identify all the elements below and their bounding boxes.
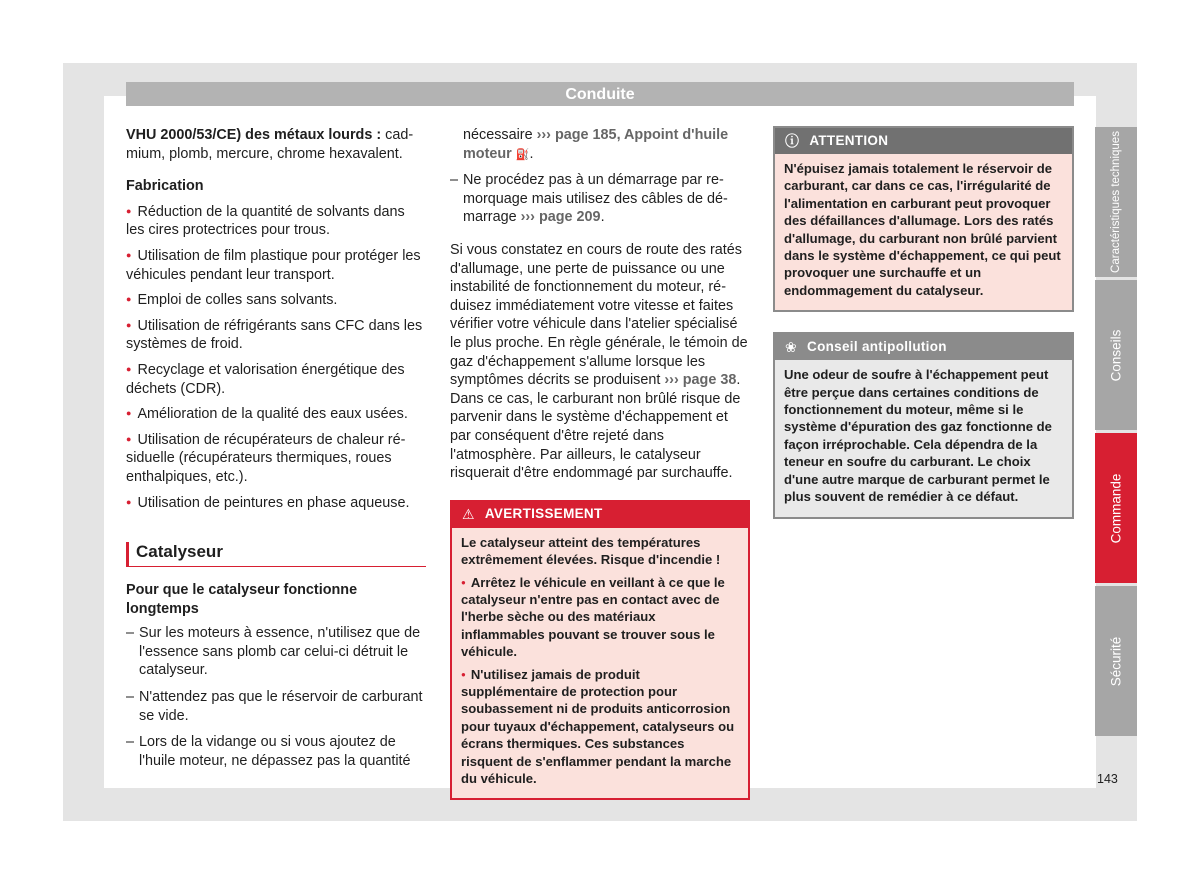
attention-box bbox=[773, 126, 1074, 312]
warning-item: ● Arrêtez le véhicule en veillant à ce que le catalyseur n'entre pas en contact avec de l'herbe sèche ou des matériaux inflammables pouvant se trouver sous le véhicule. bbox=[461, 574, 739, 661]
warning-intro: Le catalyseur atteint des températures extrêmement élevées. Risque d'incendie ! bbox=[461, 534, 721, 568]
list-item: ● Utilisation de récupérateurs de chaleur résiduelle (récupérateurs thermiques, roues enthalpiques, etc.). bbox=[126, 430, 426, 487]
list-item: ● Emploi de colles sans solvants. bbox=[126, 290, 426, 310]
tab-conseils[interactable] bbox=[1095, 280, 1137, 430]
list-item: ● Amélioration de la qualité des eaux usées. bbox=[126, 404, 426, 424]
attention-text: N'épuisez jamais totalement le réservoir de carburant, car dans ce cas, l'irrégularité de l'alimentation en carburant peut provoquer des défaillances d'allumage. Lors des ratés d'allumage, du carburant non brûlé parvient dans le système d'échappement, ce qui peut provoquer une surchauffe et un endommagement du catalyseur. bbox=[784, 161, 1061, 298]
attention-header bbox=[775, 128, 1072, 154]
dash-item bbox=[450, 171, 750, 227]
list-item: ● Utilisation de réfrigérants sans CFC dans les systèmes de froid. bbox=[126, 316, 426, 354]
continued-item bbox=[450, 126, 750, 164]
page-ref-link[interactable]: ››› page 209 bbox=[520, 209, 601, 226]
tab-caracteristiques-techniques[interactable] bbox=[1095, 127, 1137, 277]
attention-title: ATTENTION bbox=[809, 132, 889, 148]
dash-item: – Lors de la vidange ou si vous ajoutez de l'huile moteur, ne dépassez pas la quantité bbox=[126, 733, 426, 770]
dash-suffix: . bbox=[600, 209, 605, 226]
warning-title: AVERTISSEMENT bbox=[484, 506, 603, 522]
warning-triangle-icon: ⚠ bbox=[462, 506, 475, 523]
oil-can-icon: ⛽ bbox=[515, 148, 530, 161]
dash-text: Ne procédez pas à un démarrage par remorquage mais utilisez des câbles de démarrage bbox=[463, 172, 728, 226]
tab-label: Sécurité bbox=[1108, 636, 1124, 686]
warning-box bbox=[450, 500, 750, 801]
eco-tip-box bbox=[773, 332, 1074, 518]
column-2 bbox=[450, 126, 750, 820]
attention-body bbox=[775, 154, 1072, 310]
section-title-catalyseur: Catalyseur bbox=[126, 542, 426, 567]
dash-item: – N'attendez pas que le réservoir de carburant se vide. bbox=[126, 688, 426, 725]
eco-title: Conseil antipollution bbox=[807, 338, 947, 354]
intro-paragraph bbox=[126, 126, 426, 163]
eco-header bbox=[775, 334, 1072, 360]
list-item: ● Réduction de la quantité de solvants dans les cires protectrices pour trous. bbox=[126, 202, 426, 240]
catalyst-subtitle: Pour que le catalyseur fonctionne longtemps bbox=[126, 582, 358, 617]
paragraph-text: . Dans ce cas, le carburant non brûlé risque de parvenir dans le système d'échappement et par conséquent d'être rejeté dans l'atmosphère. Par ailleurs, le catalyseur risquerait d'être endommagé par surchauffe. bbox=[450, 372, 741, 482]
dash-item: – Sur les moteurs à essence, n'utilisez que de l'essence sans plomb car celui-ci détruit le catalyseur. bbox=[126, 624, 426, 680]
page-number: 143 bbox=[1097, 772, 1118, 786]
warning-header bbox=[452, 502, 748, 528]
list-item: ● Recyclage et valorisation énergétique des déchets (CDR). bbox=[126, 360, 426, 398]
intro-bold: VHU 2000/53/CE) des métaux lourds : bbox=[126, 127, 382, 143]
chapter-header: Conduite bbox=[126, 82, 1074, 106]
flower-icon: ❀ bbox=[785, 338, 798, 355]
tab-label: Commande bbox=[1108, 473, 1124, 543]
page-ref-link[interactable]: ››› page 38 bbox=[664, 372, 737, 389]
eco-body bbox=[775, 360, 1072, 516]
tab-securite[interactable] bbox=[1095, 586, 1137, 736]
list-item: ● Utilisation de film plastique pour protéger les véhicules pendant leur transport. bbox=[126, 246, 426, 284]
fabrication-title: Fabrication bbox=[126, 178, 204, 195]
info-circle-icon: ⓘ bbox=[785, 132, 800, 149]
paragraph-text: Si vous constatez en cours de route des ratés d'allumage, une perte de puissance ou une instabilité de fonctionnement du moteur, réduisez immédiatement votre vitesse et faites vérifier votre véhicule dans l'atelier spécialisé le plus proche. En règle générale, le témoin de gaz d'échappement s'allume lorsque les symptômes décrits se produisent bbox=[450, 241, 748, 389]
tab-label: Conseils bbox=[1108, 329, 1124, 381]
list-item: ● Utilisation de peintures en phase aqueuse. bbox=[126, 493, 426, 513]
intro-rest: cadmium, plomb, mercure, chrome hexavalent. bbox=[126, 127, 414, 162]
column-1 bbox=[126, 126, 426, 778]
continued-prefix: nécessaire bbox=[463, 127, 537, 143]
warning-body bbox=[452, 528, 748, 799]
tab-commande[interactable] bbox=[1095, 433, 1137, 583]
misfire-paragraph bbox=[450, 241, 750, 483]
warning-item: ● N'utilisez jamais de produit supplémentaire de protection pour soubassement ni de produits anticorrosion pour tuyaux d'échappement, catalyseurs ou écrans thermiques. Ces substances risquent de s'enflammer pendant la marche du véhicule. bbox=[461, 666, 739, 788]
tab-label: Caractéristiques techniques bbox=[1110, 131, 1123, 273]
page-ref-link[interactable]: ››› page 185, Appoint d'huile moteur bbox=[463, 127, 729, 162]
continued-suffix: . bbox=[529, 145, 534, 162]
eco-text: Une odeur de soufre à l'échappement peut être perçue dans certaines conditions de fonctionnement du moteur, même si le système d'épuration des gaz fonctionne de façon irréprochable. Cela dépendra de la teneur en soufre du carburant. Le choix d'une autre marque de carburant permet le plus souvent de remédier à ce défaut. bbox=[784, 367, 1052, 505]
column-3 bbox=[773, 126, 1074, 539]
